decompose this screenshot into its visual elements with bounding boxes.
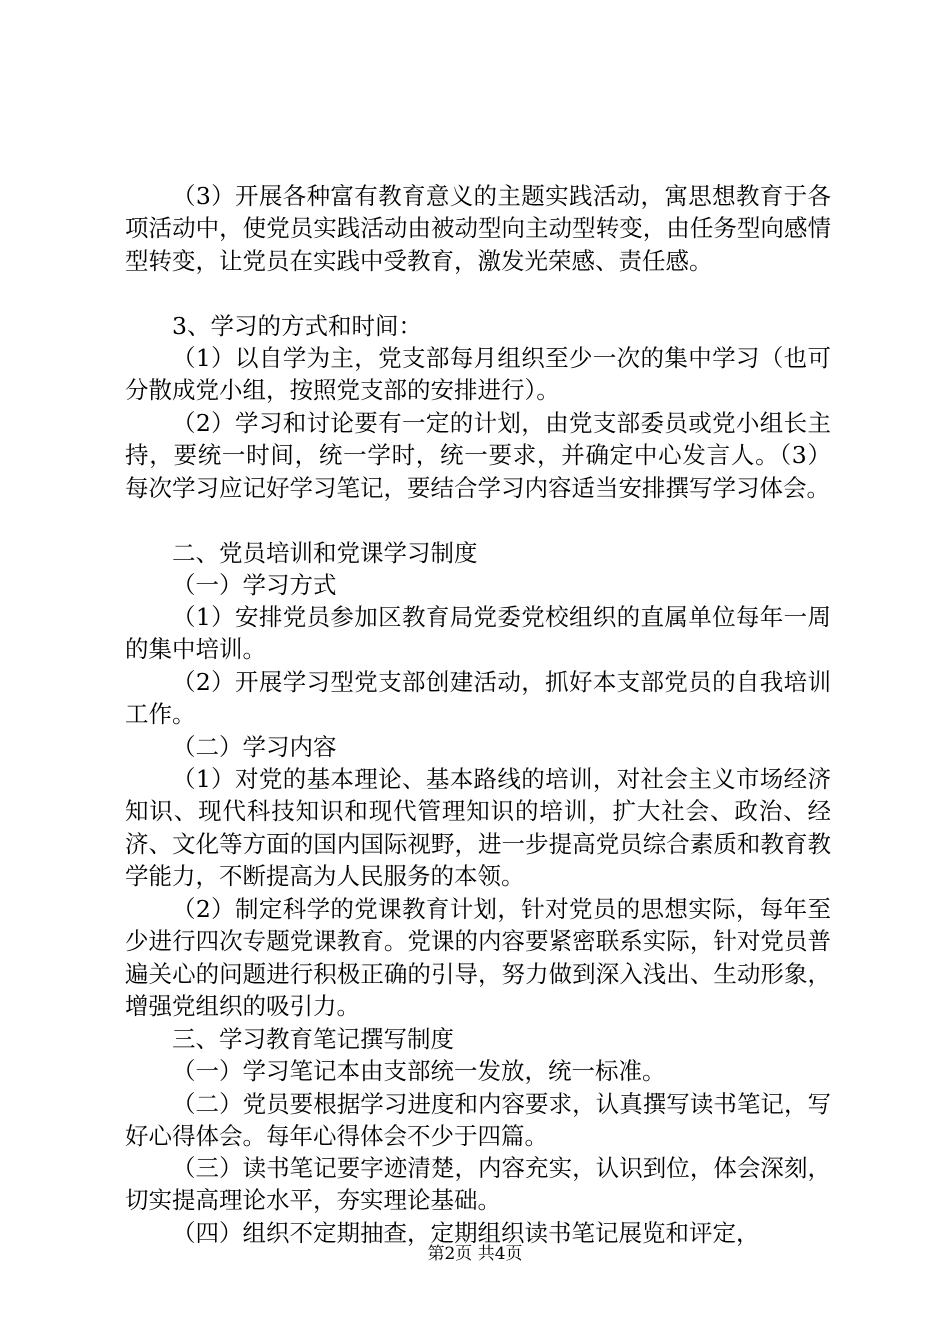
page-number-footer: 第2页 共4页 bbox=[427, 1244, 523, 1264]
paragraph-notes-quality: （三）读书笔记要字迹清楚，内容充实，认识到位，体会深刻，切实提高理论水平，夯实理论基础。 bbox=[125, 1154, 831, 1215]
paragraph-study-plan: （2）学习和讨论要有一定的计划，由党支部委员或党小组长主持，要统一时间，统一学时，统一要求，并确定中心发言人。（3）每次学习应记好学习笔记，要结合学习内容适当安排撰写学习体会。 bbox=[125, 409, 831, 502]
paragraph-party-lecture-plan: （2）制定科学的党课教育计划，针对党员的思想实际，每年至少进行四次专题党课教育。党课的内容要紧密联系实际，针对党员普遍关心的问题进行积极正确的引导，努力做到深入浅出、生动形象，增强党组织的吸引力。 bbox=[125, 895, 831, 1021]
paragraph-inspection: （四）组织不定期抽查，定期组织读书笔记展览和评定， bbox=[172, 1219, 760, 1247]
section-heading-notes: 三、学习教育笔记撰写制度 bbox=[172, 1025, 454, 1053]
paragraph-practice-activities: （3）开展各种富有教育意义的主题实践活动，寓思想教育于各项活动中，使党员实践活动由被动型向主动型转变，由任务型向感情型转变，让党员在实践中受教育，激发光荣感、责任感。 bbox=[125, 182, 831, 275]
paragraph-centralized-training: （1）安排党员参加区教育局党委党校组织的直属单位每年一周的集中培训。 bbox=[125, 603, 831, 664]
subheading-study-method: （一）学习方式 bbox=[172, 571, 337, 599]
paragraph-reading-notes: （二）党员要根据学习进度和内容要求，认真撰写读书笔记，写好心得体会。每年心得体会不少于四篇。 bbox=[125, 1090, 831, 1151]
section-heading-training: 二、党员培训和党课学习制度 bbox=[172, 539, 478, 567]
paragraph-notebook-issue: （一）学习笔记本由支部统一发放，统一标准。 bbox=[172, 1057, 666, 1085]
paragraph-theory-training: （1）对党的基本理论、基本路线的培训，对社会主义市场经济知识、现代科技知识和现代管理知识的培训，扩大社会、政治、经济、文化等方面的国内国际视野，进一步提高党员综合素质和教育教学能力，不断提高为人民服务的本领。 bbox=[125, 765, 831, 891]
paragraph-learning-branch: （2）开展学习型党支部创建活动，抓好本支部党员的自我培训工作。 bbox=[125, 668, 831, 729]
subheading-study-content: （二）学习内容 bbox=[172, 733, 337, 761]
paragraph-self-study: （1）以自学为主，党支部每月组织至少一次的集中学习（也可分散成党小组，按照党支部的安排进行）。 bbox=[125, 344, 831, 405]
paragraph-study-methods-heading: 3、学习的方式和时间： bbox=[172, 312, 422, 340]
